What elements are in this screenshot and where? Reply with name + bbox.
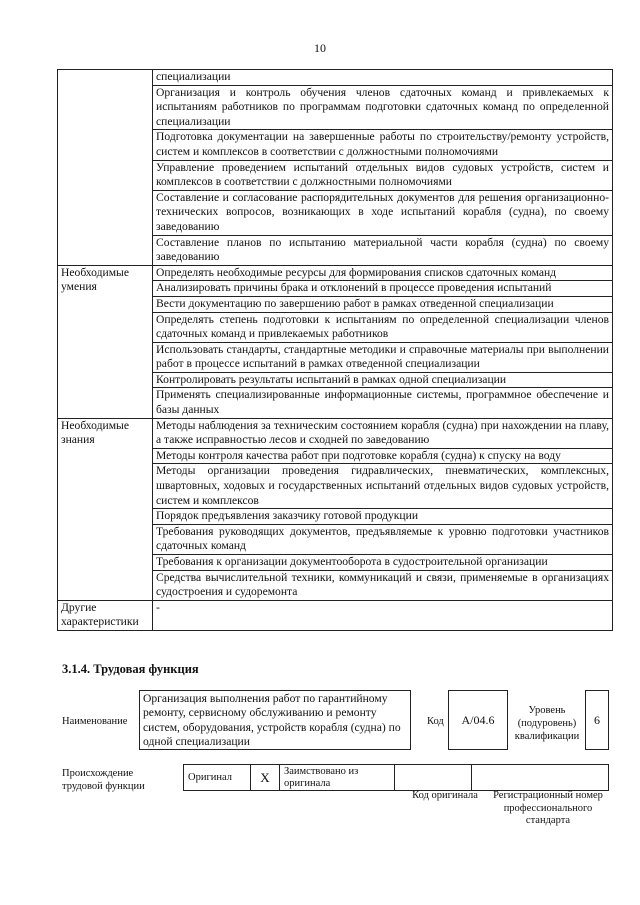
table-cell: Организация и контроль обучения членов сдаточных команд и привлекаемых к испытаниям работников по программам подготовки сдаточных команд по определенной специализации (153, 85, 613, 130)
table-row (58, 418, 613, 448)
origin-code-cell (395, 765, 472, 791)
table-cell: Методы наблюдения за техническим состоянием корабля (судна) при нахождении на плаву, а также исправностью лесов и сходней по заведованию (153, 418, 613, 448)
table-cell: Средства вычислительной техники, коммуникаций и связи, применяемые в организациях судостроения и судоремонта (153, 570, 613, 600)
code-label: Код (427, 716, 444, 727)
table-cell: Управление проведением испытаний отдельных видов судовых устройств, систем и комплексов в соответствии с должностными полномочиями (153, 160, 613, 190)
table-cell: Определять степень подготовки к испытаниям по определенной специализации членов сдаточных команд и привлекаемых работников (153, 312, 613, 342)
table-cell: Требования к организации документооборота в судостроительной организации (153, 555, 613, 571)
table-cell: Применять специализированные информационные системы, программное обеспечение и базы данных (153, 388, 613, 418)
row-label: Необходимые умения (58, 265, 153, 418)
level-label: Уровень (подуровень) квалификации (514, 705, 580, 742)
name-label: Наименование (62, 716, 128, 727)
page-number: 10 (314, 41, 326, 55)
origin-mark-cell: X (251, 765, 280, 791)
table-cell: Подготовка документации на завершенные работы по строительству/ремонту устройств, систем и комплексов в соответствии с должностными полномочиями (153, 130, 613, 160)
registration-number-caption: Регистрационный номер профессионального стандарта (493, 790, 603, 826)
table-cell: Контролировать результаты испытаний в рамках одной специализации (153, 372, 613, 388)
table-cell: Вести документацию по завершению работ в рамках отведенной специализации (153, 296, 613, 312)
table-cell: Требования руководящих документов, предъявляемые к уровню подготовки участников сдаточных команд (153, 524, 613, 554)
table-row (58, 70, 613, 86)
level-box (585, 690, 609, 750)
origin-reg-cell (472, 765, 609, 791)
table-cell: Использовать стандарты, стандартные методики и справочные материалы при выполнении работ в процессе испытаний в рамках отведенной специализации (153, 342, 613, 372)
origin-borrowed-cell: Заимствовано из оригинала (280, 765, 395, 791)
table-cell: - (153, 600, 613, 630)
origin-table (183, 764, 609, 791)
origin-original-cell: Оригинал (184, 765, 251, 791)
table-cell: Методы контроля качества работ при подготовке корабля (судна) к спуску на воду (153, 448, 613, 464)
table-cell: Методы организации проведения гидравлических, пневматических, комплексных, швартовных, ходовых и государственных испытаний отдельных видов судовых устройств, систем и комплексов (153, 464, 613, 509)
function-details-table (57, 69, 613, 631)
table-row (58, 265, 613, 281)
table-row (58, 600, 613, 630)
table-cell: Анализировать причины брака и отклонений в процессе проведения испытаний (153, 281, 613, 297)
function-name-box: Организация выполнения работ по гарантийному ремонту, сервисному обслуживанию и ремонту систем, оборудования, устройств корабля (судна) по одной специализации (139, 690, 411, 750)
row-label (58, 70, 153, 266)
origin-label: Происхождение трудовой функции (62, 768, 145, 792)
table-cell: Определять необходимые ресурсы для формирования списков сдаточных команд (153, 265, 613, 281)
original-code-caption: Код оригинала (412, 790, 478, 801)
row-label: Необходимые знания (58, 418, 153, 600)
table-cell: Порядок предъявления заказчику готовой продукции (153, 509, 613, 525)
function-code-box (448, 690, 508, 750)
row-label: Другие характеристики (58, 600, 153, 630)
function-code: А/04.6 (461, 712, 495, 727)
table-cell: Составление планов по испытанию материальной части корабля (судна) по своему заведованию (153, 235, 613, 265)
table-cell: специализации (153, 70, 613, 86)
level-value: 6 (594, 712, 600, 727)
table-cell: Составление и согласование распорядительных документов для решения организационно-технических вопросов, возникающих в ходе испытаний корабля (судна), по своему заведованию (153, 190, 613, 235)
section-title: 3.1.4. Трудовая функция (62, 662, 199, 676)
